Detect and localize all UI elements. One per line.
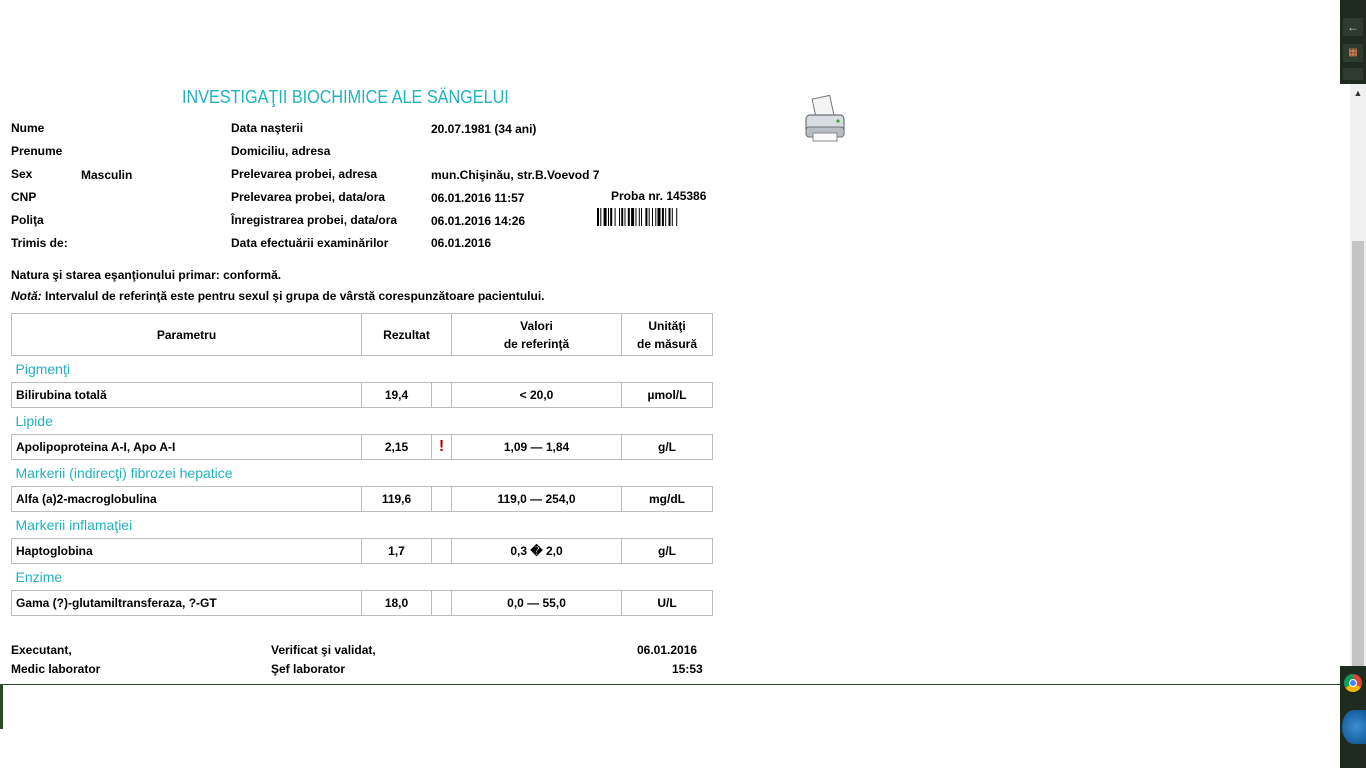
domiciliu-label: Domiciliu, adresa — [231, 144, 331, 158]
medic-label: Medic laborator — [11, 662, 101, 676]
table-row — [12, 383, 713, 408]
result-value: 1,7 — [362, 539, 432, 564]
unit: U/L — [622, 591, 713, 616]
col-valori: Valori de referinţă — [452, 314, 622, 356]
result-flag — [432, 539, 452, 564]
nota-label: Notă: — [11, 289, 42, 303]
param-name: Gama (?)-glutamiltransferaza, ?-GT — [12, 591, 362, 616]
verificat-label: Verificat şi validat, — [271, 643, 376, 657]
taskbar-bottom — [1340, 666, 1366, 768]
proba-number: Proba nr. 145386 — [611, 189, 707, 203]
results-table — [11, 313, 713, 616]
param-name: Haptoglobina — [12, 539, 362, 564]
sex-label: Sex — [11, 167, 33, 181]
footer-date: 06.01.2016 — [637, 643, 698, 657]
sex-value: Masculin — [81, 168, 133, 182]
nota-text: Intervalul de referinţă este pentru sexul şi grupa de vârstă corespunzătoare pacientului. — [41, 289, 545, 303]
group-title: Markerii (indirecţi) fibrozei hepatice — [15, 465, 233, 481]
result-flag — [432, 487, 452, 512]
param-name: Bilirubina totală — [12, 383, 362, 408]
table-row — [12, 435, 713, 460]
chrome-icon[interactable] — [1344, 674, 1362, 692]
param-name: Alfa (a)2-macroglobulina — [12, 487, 362, 512]
executant-label: Executant, — [11, 643, 72, 657]
result-value: 2,15 — [362, 435, 432, 460]
result-flag: ! — [432, 435, 452, 460]
bottom-panel — [0, 684, 1340, 769]
group-row — [12, 564, 713, 591]
result-flag — [432, 591, 452, 616]
windows-start-icon[interactable] — [1342, 710, 1366, 744]
efectuare-value: 06.01.2016 — [431, 236, 492, 250]
printer-icon[interactable] — [802, 95, 848, 145]
group-title: Enzime — [15, 569, 63, 585]
col-parametru: Parametru — [12, 314, 362, 356]
scroll-thumb[interactable] — [1352, 241, 1364, 684]
unit: µmol/L — [622, 383, 713, 408]
data-nasterii-value: 20.07.1981 (34 ani) — [431, 122, 537, 136]
side-taskbar — [1340, 0, 1366, 84]
prenume-label: Prenume — [11, 144, 63, 158]
table-row — [12, 591, 713, 616]
result-flag — [432, 383, 452, 408]
reference-range: 0,3 � 2,0 — [452, 539, 622, 564]
data-nasterii-label: Data naşterii — [231, 121, 304, 135]
table-header-row — [12, 314, 713, 356]
prelevare-data-label: Prelevarea probei, data/ora — [231, 190, 386, 204]
group-row — [12, 512, 713, 539]
table-row — [12, 487, 713, 512]
reference-range: 1,09 — 1,84 — [452, 435, 622, 460]
inregistrare-value: 06.01.2016 14:26 — [431, 214, 526, 228]
trimis-label: Trimis de: — [11, 236, 68, 250]
unit: mg/dL — [622, 487, 713, 512]
group-row — [12, 356, 713, 383]
cnp-label: CNP — [11, 190, 37, 204]
prelevare-adresa-label: Prelevarea probei, adresa — [231, 167, 378, 181]
inregistrare-label: Înregistrarea probei, data/ora — [231, 213, 398, 227]
result-value: 119,6 — [362, 487, 432, 512]
scroll-up-arrow-icon[interactable]: ▲ — [1353, 88, 1363, 98]
efectuare-label: Data efectuării examinărilor — [231, 236, 389, 250]
nume-label: Nume — [11, 121, 45, 135]
panel-edge — [0, 685, 3, 729]
back-arrow-icon[interactable]: ← — [1343, 18, 1363, 36]
report-title: INVESTIGAŢII BIOCHIMICE ALE SÄNGELUI — [182, 87, 509, 107]
group-row — [12, 460, 713, 487]
vertical-scrollbar[interactable] — [1350, 84, 1366, 684]
reference-range: 119,0 — 254,0 — [452, 487, 622, 512]
result-value: 18,0 — [362, 591, 432, 616]
col-rezultat: Rezultat — [362, 314, 452, 356]
result-value: 19,4 — [362, 383, 432, 408]
prelevare-data-value: 06.01.2016 11:57 — [431, 191, 525, 205]
group-row — [12, 408, 713, 435]
table-row — [12, 539, 713, 564]
bottom-strip — [0, 729, 1340, 769]
group-title: Pigmenţi — [15, 361, 70, 377]
unit: g/L — [622, 435, 713, 460]
natura-note: Natura şi starea eşanţionului primar: conformă. — [11, 268, 282, 282]
barcode-icon — [597, 208, 707, 226]
apps-grid-icon[interactable]: ▦ — [1343, 44, 1363, 62]
prelevare-adresa-value: mun.Chişinău, str.B.Voevod 7 — [431, 168, 600, 182]
nota-note — [11, 289, 545, 303]
group-title: Markerii inflamaţiei — [15, 517, 133, 533]
param-name: Apolipoproteina A-I, Apo A-I — [12, 435, 362, 460]
sef-label: Şef laborator — [271, 662, 346, 676]
unit: g/L — [622, 539, 713, 564]
tab-strip-icon[interactable] — [1343, 68, 1363, 80]
col-unitati: Unităţi de măsură — [622, 314, 713, 356]
footer-time: 15:53 — [672, 662, 703, 676]
reference-range: < 20,0 — [452, 383, 622, 408]
group-title: Lipide — [15, 413, 53, 429]
reference-range: 0,0 — 55,0 — [452, 591, 622, 616]
polita-label: Poliţa — [11, 213, 44, 227]
